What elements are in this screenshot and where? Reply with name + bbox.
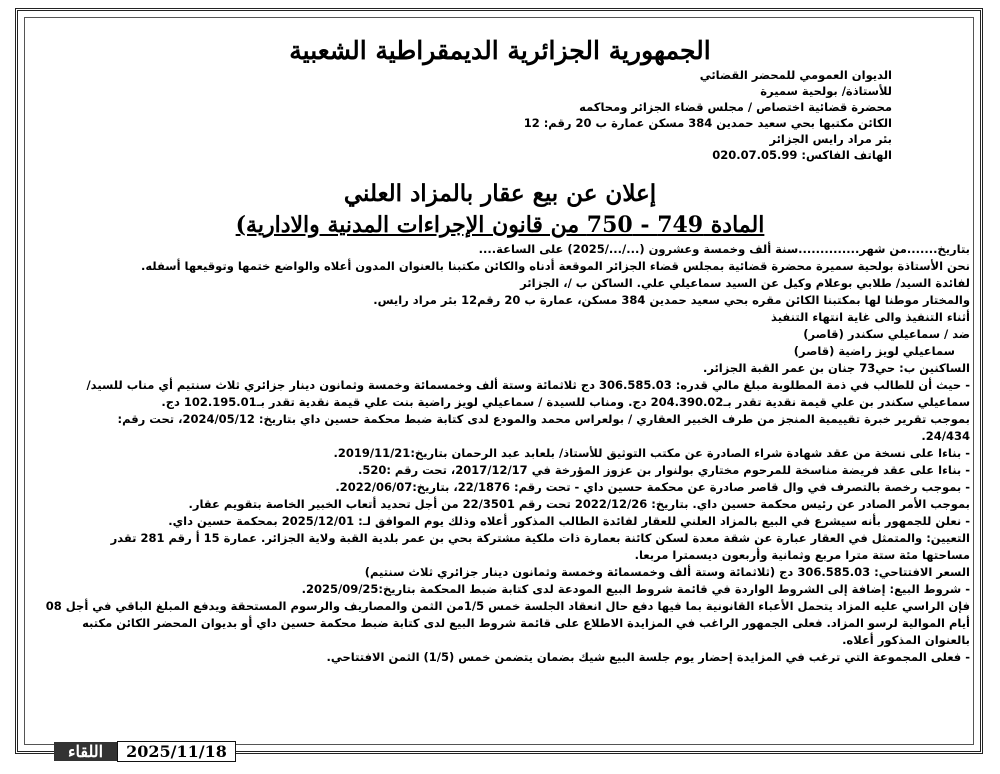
office-line: للأستاذة/ بولحية سميرة (760, 84, 892, 98)
body-line: 24/434. (921, 429, 970, 443)
body-line: - بناءا على نسخة من عقد شهادة شراء الصادرة عن مكتب التوثيق للأستاذ/ بلعابد عبد الرحمان بتاريخ:2019/11/21. (333, 446, 970, 460)
body-line: بموجب الأمر الصادر عن رئيس محكمة حسين داي. بتاريخ: 2022/12/26 تحت رقم 22/3501 من أجل تحديد أتعاب الخبير الخاصة بتقويم عقار. (188, 497, 970, 511)
body-line: - شروط البيع: إضافة إلى الشروط الواردة في قائمة شروط البيع المودعة لدى كتابة ضبط المحكمة بتاريخ:2025/09/25. (301, 582, 970, 596)
body-line: سماعيلي لويز راضية (قاصر) (793, 344, 955, 358)
publication-date: 2025/11/18 (117, 741, 236, 762)
office-line: الديوان العمومي للمحضر القضائي (699, 68, 892, 82)
body-line: السعر الافتتاحي: 306.585.03 دج (ثلاثمائة وستة ألف وخمسمائة وخمسة وثمانون دينار جزائري ثلاث سنتيم) (364, 565, 970, 579)
body-line: التعيين: والمتمثل في العقار عبارة عن شقة معدة لسكن كائنة بعمارة ذات ملكية مشتركة بحي بن عمر بلدية القبة ولاية الجزائر. عمارة 15 أ رقم 281 تقدر (110, 531, 970, 545)
body-line: نحن الأستاذة بولحية سميرة محضرة قضائية بمجلس قضاء الجزائر الموقعة أدناه والكائن مكتبنا بالعنوان المدون أعلاه والواضع ختمها وتوقيعها أسفله. (140, 259, 970, 273)
body-line: - بموجب رخصة بالتصرف في وال قاصر صادرة عن محكمة حسين داي - تحت رقم: 22/1876، بتاريخ:2022/06/07. (335, 480, 970, 494)
office-line: محضرة قضائية اختصاص / مجلس قضاء الجزائر ومحاكمه (579, 100, 892, 114)
body-line: - نعلن للجمهور بأنه سيشرع في البيع بالمزاد العلني للعقار لفائدة الطالب المذكور أعلاه وذلك يوم الموافق لـ: 2025/12/01 بمحكمة حسين داي. (168, 514, 970, 528)
body-line: مساحتها مئة ستة مترا مربع وثمانية وأربعون ديسمترا مربعا. (634, 548, 970, 562)
body-line: ضد / سماعيلي سكندر (قاصر) (803, 327, 970, 341)
body-line: الساكنين ب: حي73 جنان بن عمر القبة الجزائر. (702, 361, 970, 375)
body-line: - حيث أن للطالب في ذمة المطلوبة مبلغ مالي قدره: 306.585.03 دج ثلاثمائة وستة ألف وخمسمائة وخمسة وثمانون دينار جزائري ثلاث سنتيم أي مناب للسيد/ (86, 378, 970, 392)
body-line: لفائدة السيد/ طلابي بوعلام وكيل عن السيد سماعيلي علي. الساكن ب /، الجزائر (520, 276, 970, 290)
body-line: أيام الموالية لرسو المزاد. فعلى الجمهور الراغب في المزايدة الاطلاع على قائمة شروط البيع لدى كتابة ضبط محكمة حسين داي أو بديوان المحضر الكائن مكتبه (82, 616, 970, 630)
office-line: الكائن مكتبها بحي سعيد حمدين 384 مسكن عمارة ب 20 رقم: 12 (523, 116, 892, 130)
body-line: - بناءا على عقد فريضة مناسخة للمرحوم مختاري بولنوار بن عزوز المؤرخة في 2017/12/17، تحت رقم :520. (357, 463, 970, 477)
notice-subtitle: المادة 749 - 750 من قانون الإجراءات المدنية والادارية) (235, 212, 765, 238)
republic-heading: الجمهورية الجزائرية الديمقراطية الشعبية (289, 36, 711, 65)
body-line: سماعيلي سكندر بن علي قيمة نقدية تقدر بـ204.390.02 دج. ومناب للسيدة / سماعيلي لويز راضية بنت علي قيمة نقدية تقدر بـ102.195.01 دج. (161, 395, 970, 409)
newspaper-footer (48, 741, 236, 761)
body-line: فإن الراسي عليه المزاد يتحمل الأعباء القانونية بما فيها دفع حال انعقاد الجلسة خمس 1/5من الثمن والمصاريف والرسوم المستحقة ويدفع المبلغ الباقي في أجل 08 (45, 599, 970, 613)
body-line: أثناء التنفيذ والى غاية انتهاء التنفيذ (771, 310, 970, 324)
body-line: بتاريخ.......من شهر..............سنة ألف وخمسة وعشرون (.../.../2025) على الساعة.... (478, 242, 970, 256)
office-line: بئر مراد رايس الجزائر (769, 132, 892, 146)
body-line: بموجب تقرير خبرة تقييمية المنجز من طرف الخبير العقاري / بولعراس محمد والمودع لدى كتابة ضبط محكمة حسين داي بتاريخ: 2024/05/12، تحت رقم: (117, 412, 970, 426)
newspaper-name: اللقاء (54, 742, 117, 761)
body-line: - فعلى المجموعة التي ترغب في المزايدة إحضار يوم جلسة البيع شيك بضمان يتضمن خمس (1/5) الثمن الافتتاحي. (326, 650, 970, 664)
notice-title: إعلان عن بيع عقار بالمزاد العلني (343, 180, 657, 207)
office-line: الهاتف الفاكس: 020.07.05.99 (712, 148, 892, 162)
body-line: والمختار موطنا لها بمكتبنا الكائن مقره بحي سعيد حمدين 384 مسكن، عمارة ب 20 رقم12 بئر مراد رايس. (373, 293, 970, 307)
body-line: بالعنوان المذكور أعلاه. (842, 633, 970, 647)
